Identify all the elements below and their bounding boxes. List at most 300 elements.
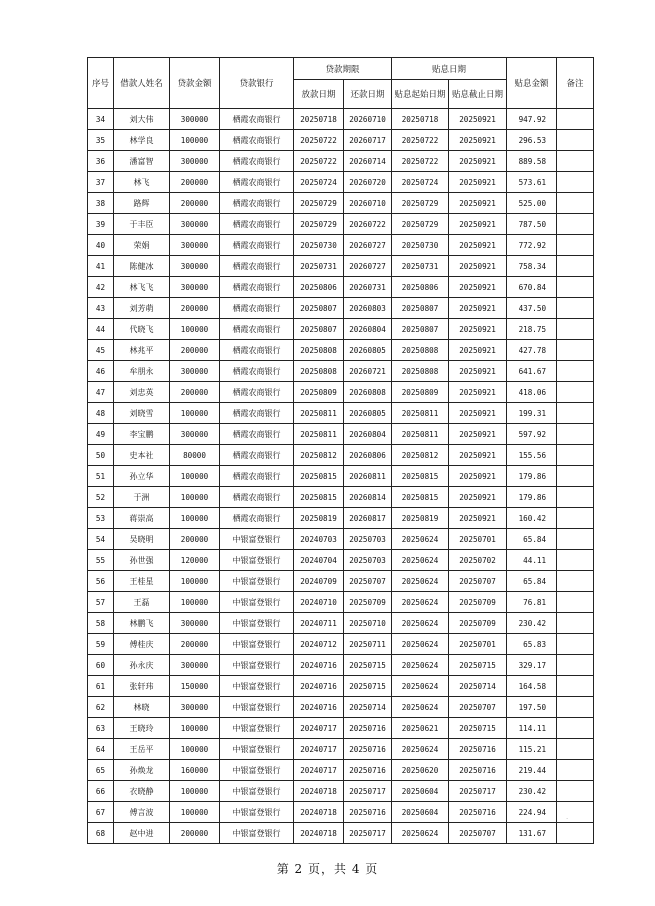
cell-subsidy-end: 20250921 bbox=[449, 382, 507, 403]
cell-remarks bbox=[557, 718, 594, 739]
header-remarks: 备注 bbox=[557, 58, 594, 109]
table-row bbox=[88, 235, 594, 256]
cell-remarks bbox=[557, 592, 594, 613]
cell-repay-date: 20250715 bbox=[344, 676, 392, 697]
cell-subsidy-end: 20250709 bbox=[449, 613, 507, 634]
cell-seq: 46 bbox=[88, 361, 114, 382]
cell-seq: 53 bbox=[88, 508, 114, 529]
table-header bbox=[88, 58, 594, 109]
cell-borrower: 林鹏飞 bbox=[114, 613, 170, 634]
cell-borrower: 赵中进 bbox=[114, 823, 170, 844]
cell-subsidy-start: 20250624 bbox=[392, 571, 449, 592]
cell-subsidy-amount: 160.42 bbox=[507, 508, 557, 529]
cell-issue-date: 20250819 bbox=[294, 508, 344, 529]
cell-seq: 66 bbox=[88, 781, 114, 802]
cell-remarks bbox=[557, 781, 594, 802]
cell-remarks bbox=[557, 676, 594, 697]
table-row bbox=[88, 361, 594, 382]
cell-seq: 40 bbox=[88, 235, 114, 256]
cell-subsidy-amount: 76.81 bbox=[507, 592, 557, 613]
cell-remarks bbox=[557, 298, 594, 319]
cell-remarks bbox=[557, 802, 594, 823]
cell-repay-date: 20260721 bbox=[344, 361, 392, 382]
table-row bbox=[88, 655, 594, 676]
cell-subsidy-amount: 329.17 bbox=[507, 655, 557, 676]
cell-issue-date: 20240711 bbox=[294, 613, 344, 634]
cell-amount: 100000 bbox=[170, 739, 220, 760]
cell-issue-date: 20250815 bbox=[294, 466, 344, 487]
cell-issue-date: 20250729 bbox=[294, 214, 344, 235]
table-row bbox=[88, 613, 594, 634]
cell-subsidy-amount: 641.67 bbox=[507, 361, 557, 382]
cell-remarks bbox=[557, 130, 594, 151]
table-row bbox=[88, 445, 594, 466]
cell-subsidy-end: 20250707 bbox=[449, 697, 507, 718]
cell-repay-date: 20260806 bbox=[344, 445, 392, 466]
table-row bbox=[88, 697, 594, 718]
cell-subsidy-end: 20250921 bbox=[449, 151, 507, 172]
cell-issue-date: 20250729 bbox=[294, 193, 344, 214]
table-row bbox=[88, 403, 594, 424]
cell-seq: 49 bbox=[88, 424, 114, 445]
cell-subsidy-start: 20250730 bbox=[392, 235, 449, 256]
cell-subsidy-start: 20250624 bbox=[392, 697, 449, 718]
cell-amount: 200000 bbox=[170, 172, 220, 193]
cell-subsidy-start: 20250718 bbox=[392, 109, 449, 130]
cell-bank: 栖霞农商银行 bbox=[220, 277, 294, 298]
cell-bank: 栖霞农商银行 bbox=[220, 382, 294, 403]
cell-remarks bbox=[557, 487, 594, 508]
cell-seq: 54 bbox=[88, 529, 114, 550]
header-bank: 贷款银行 bbox=[220, 58, 294, 109]
cell-bank: 栖霞农商银行 bbox=[220, 235, 294, 256]
cell-amount: 150000 bbox=[170, 676, 220, 697]
cell-borrower: 刘芳萌 bbox=[114, 298, 170, 319]
cell-subsidy-start: 20250724 bbox=[392, 172, 449, 193]
cell-seq: 68 bbox=[88, 823, 114, 844]
cell-remarks bbox=[557, 508, 594, 529]
table-row bbox=[88, 214, 594, 235]
cell-bank: 栖霞农商银行 bbox=[220, 403, 294, 424]
cell-seq: 62 bbox=[88, 697, 114, 718]
cell-repay-date: 20250717 bbox=[344, 781, 392, 802]
cell-remarks bbox=[557, 193, 594, 214]
cell-seq: 64 bbox=[88, 739, 114, 760]
cell-seq: 57 bbox=[88, 592, 114, 613]
cell-subsidy-end: 20250701 bbox=[449, 529, 507, 550]
cell-subsidy-end: 20250921 bbox=[449, 466, 507, 487]
cell-subsidy-end: 20250921 bbox=[449, 235, 507, 256]
table-row bbox=[88, 634, 594, 655]
cell-borrower: 牟朋永 bbox=[114, 361, 170, 382]
cell-repay-date: 20260805 bbox=[344, 340, 392, 361]
header-issue-date: 放款日期 bbox=[294, 80, 344, 109]
cell-borrower: 衣晓静 bbox=[114, 781, 170, 802]
table-row bbox=[88, 109, 594, 130]
cell-subsidy-amount: 525.00 bbox=[507, 193, 557, 214]
header-subsidy-end: 贴息截止日期 bbox=[449, 80, 507, 109]
table-row bbox=[88, 382, 594, 403]
cell-amount: 100000 bbox=[170, 802, 220, 823]
table-body bbox=[88, 109, 594, 844]
cell-issue-date: 20250724 bbox=[294, 172, 344, 193]
cell-bank: 栖霞农商银行 bbox=[220, 256, 294, 277]
cell-bank: 中银富登银行 bbox=[220, 592, 294, 613]
cell-subsidy-start: 20250604 bbox=[392, 802, 449, 823]
cell-borrower: 吴晓明 bbox=[114, 529, 170, 550]
cell-subsidy-amount: 179.86 bbox=[507, 466, 557, 487]
cell-subsidy-amount: 65.83 bbox=[507, 634, 557, 655]
cell-issue-date: 20250807 bbox=[294, 298, 344, 319]
cell-subsidy-end: 20250709 bbox=[449, 592, 507, 613]
cell-issue-date: 20250815 bbox=[294, 487, 344, 508]
cell-subsidy-start: 20250624 bbox=[392, 676, 449, 697]
cell-amount: 200000 bbox=[170, 193, 220, 214]
cell-subsidy-start: 20250815 bbox=[392, 466, 449, 487]
cell-issue-date: 20250811 bbox=[294, 424, 344, 445]
cell-borrower: 孙焕龙 bbox=[114, 760, 170, 781]
cell-repay-date: 20260817 bbox=[344, 508, 392, 529]
cell-subsidy-start: 20250620 bbox=[392, 760, 449, 781]
cell-remarks bbox=[557, 340, 594, 361]
cell-bank: 中银富登银行 bbox=[220, 655, 294, 676]
table-row bbox=[88, 781, 594, 802]
cell-subsidy-end: 20250921 bbox=[449, 109, 507, 130]
cell-remarks bbox=[557, 697, 594, 718]
cell-subsidy-amount: 131.67 bbox=[507, 823, 557, 844]
cell-remarks bbox=[557, 235, 594, 256]
cell-bank: 栖霞农商银行 bbox=[220, 445, 294, 466]
cell-amount: 160000 bbox=[170, 760, 220, 781]
cell-remarks bbox=[557, 151, 594, 172]
cell-amount: 100000 bbox=[170, 466, 220, 487]
cell-subsidy-amount: 296.53 bbox=[507, 130, 557, 151]
cell-seq: 43 bbox=[88, 298, 114, 319]
cell-bank: 中银富登银行 bbox=[220, 634, 294, 655]
cell-amount: 200000 bbox=[170, 340, 220, 361]
cell-subsidy-amount: 197.50 bbox=[507, 697, 557, 718]
cell-remarks bbox=[557, 403, 594, 424]
cell-borrower: 代晓飞 bbox=[114, 319, 170, 340]
cell-subsidy-amount: 230.42 bbox=[507, 613, 557, 634]
cell-bank: 栖霞农商银行 bbox=[220, 319, 294, 340]
cell-seq: 55 bbox=[88, 550, 114, 571]
cell-subsidy-amount: 65.84 bbox=[507, 529, 557, 550]
cell-subsidy-start: 20250807 bbox=[392, 298, 449, 319]
cell-amount: 300000 bbox=[170, 361, 220, 382]
cell-repay-date: 20260804 bbox=[344, 319, 392, 340]
cell-repay-date: 20250716 bbox=[344, 802, 392, 823]
table-row bbox=[88, 676, 594, 697]
cell-bank: 中银富登银行 bbox=[220, 802, 294, 823]
cell-seq: 41 bbox=[88, 256, 114, 277]
cell-subsidy-end: 20250714 bbox=[449, 676, 507, 697]
cell-repay-date: 20260710 bbox=[344, 109, 392, 130]
cell-borrower: 李宝鹏 bbox=[114, 424, 170, 445]
cell-seq: 65 bbox=[88, 760, 114, 781]
cell-subsidy-end: 20250717 bbox=[449, 781, 507, 802]
cell-subsidy-end: 20250921 bbox=[449, 340, 507, 361]
cell-subsidy-end: 20250921 bbox=[449, 445, 507, 466]
cell-repay-date: 20260808 bbox=[344, 382, 392, 403]
cell-amount: 200000 bbox=[170, 823, 220, 844]
cell-subsidy-end: 20250921 bbox=[449, 319, 507, 340]
cell-subsidy-amount: 224.94 bbox=[507, 802, 557, 823]
cell-subsidy-start: 20250624 bbox=[392, 550, 449, 571]
cell-borrower: 林学良 bbox=[114, 130, 170, 151]
cell-borrower: 路辉 bbox=[114, 193, 170, 214]
cell-bank: 中银富登银行 bbox=[220, 697, 294, 718]
cell-subsidy-amount: 199.31 bbox=[507, 403, 557, 424]
cell-borrower: 傅桂庆 bbox=[114, 634, 170, 655]
cell-seq: 51 bbox=[88, 466, 114, 487]
cell-borrower: 王磊 bbox=[114, 592, 170, 613]
cell-seq: 59 bbox=[88, 634, 114, 655]
cell-seq: 47 bbox=[88, 382, 114, 403]
cell-subsidy-start: 20250807 bbox=[392, 319, 449, 340]
cell-borrower: 潘富智 bbox=[114, 151, 170, 172]
cell-subsidy-start: 20250624 bbox=[392, 739, 449, 760]
cell-subsidy-end: 20250921 bbox=[449, 487, 507, 508]
cell-subsidy-end: 20250716 bbox=[449, 802, 507, 823]
table-row bbox=[88, 718, 594, 739]
table-row bbox=[88, 319, 594, 340]
cell-borrower: 刘忠英 bbox=[114, 382, 170, 403]
cell-subsidy-start: 20250624 bbox=[392, 592, 449, 613]
cell-bank: 中银富登银行 bbox=[220, 550, 294, 571]
cell-issue-date: 20250809 bbox=[294, 382, 344, 403]
loan-subsidy-table bbox=[87, 57, 594, 844]
cell-repay-date: 20250703 bbox=[344, 550, 392, 571]
cell-bank: 中银富登银行 bbox=[220, 529, 294, 550]
cell-subsidy-end: 20250921 bbox=[449, 214, 507, 235]
cell-issue-date: 20240710 bbox=[294, 592, 344, 613]
cell-issue-date: 20240717 bbox=[294, 760, 344, 781]
cell-borrower: 孙永庆 bbox=[114, 655, 170, 676]
cell-amount: 200000 bbox=[170, 382, 220, 403]
cell-repay-date: 20250716 bbox=[344, 760, 392, 781]
cell-seq: 48 bbox=[88, 403, 114, 424]
cell-subsidy-start: 20250729 bbox=[392, 193, 449, 214]
cell-subsidy-amount: 597.92 bbox=[507, 424, 557, 445]
cell-bank: 栖霞农商银行 bbox=[220, 424, 294, 445]
cell-remarks bbox=[557, 634, 594, 655]
cell-bank: 中银富登银行 bbox=[220, 718, 294, 739]
cell-remarks bbox=[557, 760, 594, 781]
cell-issue-date: 20250731 bbox=[294, 256, 344, 277]
table-row bbox=[88, 529, 594, 550]
cell-amount: 100000 bbox=[170, 130, 220, 151]
cell-subsidy-start: 20250809 bbox=[392, 382, 449, 403]
cell-subsidy-start: 20250815 bbox=[392, 487, 449, 508]
cell-repay-date: 20250716 bbox=[344, 718, 392, 739]
cell-bank: 中银富登银行 bbox=[220, 781, 294, 802]
cell-subsidy-amount: 772.92 bbox=[507, 235, 557, 256]
cell-subsidy-amount: 427.78 bbox=[507, 340, 557, 361]
header-amount: 贷款金额 bbox=[170, 58, 220, 109]
cell-subsidy-start: 20250811 bbox=[392, 424, 449, 445]
cell-bank: 栖霞农商银行 bbox=[220, 214, 294, 235]
cell-issue-date: 20240718 bbox=[294, 781, 344, 802]
cell-remarks bbox=[557, 823, 594, 844]
header-repay-date: 还款日期 bbox=[344, 80, 392, 109]
cell-issue-date: 20250730 bbox=[294, 235, 344, 256]
cell-subsidy-amount: 114.11 bbox=[507, 718, 557, 739]
cell-borrower: 王晓玲 bbox=[114, 718, 170, 739]
cell-bank: 中银富登银行 bbox=[220, 676, 294, 697]
cell-remarks bbox=[557, 109, 594, 130]
cell-subsidy-amount: 787.50 bbox=[507, 214, 557, 235]
cell-subsidy-start: 20250722 bbox=[392, 130, 449, 151]
cell-seq: 63 bbox=[88, 718, 114, 739]
table-row bbox=[88, 550, 594, 571]
table-row bbox=[88, 277, 594, 298]
cell-seq: 39 bbox=[88, 214, 114, 235]
cell-remarks bbox=[557, 445, 594, 466]
cell-subsidy-start: 20250624 bbox=[392, 529, 449, 550]
cell-seq: 34 bbox=[88, 109, 114, 130]
table-row bbox=[88, 802, 594, 823]
cell-borrower: 史本社 bbox=[114, 445, 170, 466]
cell-remarks bbox=[557, 172, 594, 193]
header-seq: 序号 bbox=[88, 58, 114, 109]
table-row bbox=[88, 571, 594, 592]
cell-seq: 42 bbox=[88, 277, 114, 298]
cell-subsidy-start: 20250624 bbox=[392, 634, 449, 655]
cell-amount: 100000 bbox=[170, 781, 220, 802]
cell-subsidy-amount: 155.56 bbox=[507, 445, 557, 466]
cell-subsidy-end: 20250702 bbox=[449, 550, 507, 571]
cell-amount: 80000 bbox=[170, 445, 220, 466]
cell-issue-date: 20240717 bbox=[294, 739, 344, 760]
cell-borrower: 孙世强 bbox=[114, 550, 170, 571]
cell-subsidy-start: 20250812 bbox=[392, 445, 449, 466]
cell-amount: 100000 bbox=[170, 592, 220, 613]
cell-issue-date: 20240716 bbox=[294, 697, 344, 718]
cell-subsidy-start: 20250819 bbox=[392, 508, 449, 529]
cell-subsidy-end: 20250921 bbox=[449, 130, 507, 151]
cell-subsidy-amount: 418.06 bbox=[507, 382, 557, 403]
cell-issue-date: 20240712 bbox=[294, 634, 344, 655]
cell-subsidy-start: 20250621 bbox=[392, 718, 449, 739]
cell-borrower: 王桂星 bbox=[114, 571, 170, 592]
cell-subsidy-amount: 670.84 bbox=[507, 277, 557, 298]
cell-subsidy-end: 20250716 bbox=[449, 760, 507, 781]
cell-remarks bbox=[557, 214, 594, 235]
cell-subsidy-start: 20250806 bbox=[392, 277, 449, 298]
cell-bank: 中银富登银行 bbox=[220, 571, 294, 592]
cell-subsidy-amount: 65.84 bbox=[507, 571, 557, 592]
cell-borrower: 蒋崇高 bbox=[114, 508, 170, 529]
cell-issue-date: 20250808 bbox=[294, 361, 344, 382]
cell-borrower: 张轩玮 bbox=[114, 676, 170, 697]
cell-repay-date: 20260722 bbox=[344, 214, 392, 235]
cell-repay-date: 20250711 bbox=[344, 634, 392, 655]
cell-subsidy-end: 20250715 bbox=[449, 655, 507, 676]
cell-seq: 38 bbox=[88, 193, 114, 214]
cell-bank: 中银富登银行 bbox=[220, 760, 294, 781]
cell-remarks bbox=[557, 655, 594, 676]
cell-subsidy-end: 20250716 bbox=[449, 739, 507, 760]
cell-bank: 栖霞农商银行 bbox=[220, 466, 294, 487]
cell-amount: 100000 bbox=[170, 718, 220, 739]
header-subsidy-start: 贴息起始日期 bbox=[392, 80, 449, 109]
cell-amount: 100000 bbox=[170, 403, 220, 424]
cell-seq: 50 bbox=[88, 445, 114, 466]
cell-seq: 56 bbox=[88, 571, 114, 592]
cell-subsidy-start: 20250624 bbox=[392, 655, 449, 676]
cell-bank: 栖霞农商银行 bbox=[220, 109, 294, 130]
cell-subsidy-end: 20250921 bbox=[449, 256, 507, 277]
cell-seq: 61 bbox=[88, 676, 114, 697]
cell-remarks bbox=[557, 256, 594, 277]
cell-issue-date: 20250808 bbox=[294, 340, 344, 361]
cell-subsidy-start: 20250729 bbox=[392, 214, 449, 235]
cell-repay-date: 20260720 bbox=[344, 172, 392, 193]
cell-subsidy-start: 20250604 bbox=[392, 781, 449, 802]
cell-repay-date: 20260717 bbox=[344, 130, 392, 151]
cell-amount: 300000 bbox=[170, 109, 220, 130]
cell-subsidy-amount: 219.44 bbox=[507, 760, 557, 781]
cell-repay-date: 20250707 bbox=[344, 571, 392, 592]
cell-borrower: 孙立华 bbox=[114, 466, 170, 487]
cell-seq: 35 bbox=[88, 130, 114, 151]
table-row bbox=[88, 193, 594, 214]
cell-subsidy-end: 20250921 bbox=[449, 361, 507, 382]
cell-seq: 52 bbox=[88, 487, 114, 508]
cell-repay-date: 20260714 bbox=[344, 151, 392, 172]
table-row bbox=[88, 340, 594, 361]
cell-amount: 300000 bbox=[170, 277, 220, 298]
cell-seq: 67 bbox=[88, 802, 114, 823]
cell-remarks bbox=[557, 529, 594, 550]
cell-subsidy-start: 20250731 bbox=[392, 256, 449, 277]
cell-issue-date: 20250806 bbox=[294, 277, 344, 298]
cell-amount: 100000 bbox=[170, 487, 220, 508]
cell-amount: 200000 bbox=[170, 634, 220, 655]
cell-seq: 37 bbox=[88, 172, 114, 193]
table-row bbox=[88, 592, 594, 613]
cell-remarks bbox=[557, 466, 594, 487]
cell-borrower: 刘晓雪 bbox=[114, 403, 170, 424]
cell-amount: 300000 bbox=[170, 214, 220, 235]
cell-subsidy-amount: 573.61 bbox=[507, 172, 557, 193]
cell-seq: 45 bbox=[88, 340, 114, 361]
cell-repay-date: 20260803 bbox=[344, 298, 392, 319]
cell-subsidy-end: 20250707 bbox=[449, 823, 507, 844]
cell-repay-date: 20260727 bbox=[344, 256, 392, 277]
cell-remarks bbox=[557, 277, 594, 298]
cell-borrower: 刘大伟 bbox=[114, 109, 170, 130]
cell-subsidy-amount: 437.50 bbox=[507, 298, 557, 319]
page-footer: 第 2 页，共 4 页 bbox=[276, 862, 379, 876]
cell-repay-date: 20260805 bbox=[344, 403, 392, 424]
cell-amount: 100000 bbox=[170, 571, 220, 592]
cell-subsidy-end: 20250921 bbox=[449, 277, 507, 298]
cell-borrower: 傅言波 bbox=[114, 802, 170, 823]
cell-repay-date: 20250714 bbox=[344, 697, 392, 718]
cell-subsidy-end: 20250707 bbox=[449, 571, 507, 592]
table-row bbox=[88, 466, 594, 487]
cell-subsidy-amount: 115.21 bbox=[507, 739, 557, 760]
cell-amount: 300000 bbox=[170, 424, 220, 445]
cell-remarks bbox=[557, 550, 594, 571]
cell-amount: 100000 bbox=[170, 319, 220, 340]
cell-bank: 栖霞农商银行 bbox=[220, 361, 294, 382]
cell-repay-date: 20260731 bbox=[344, 277, 392, 298]
cell-amount: 120000 bbox=[170, 550, 220, 571]
cell-repay-date: 20250715 bbox=[344, 655, 392, 676]
